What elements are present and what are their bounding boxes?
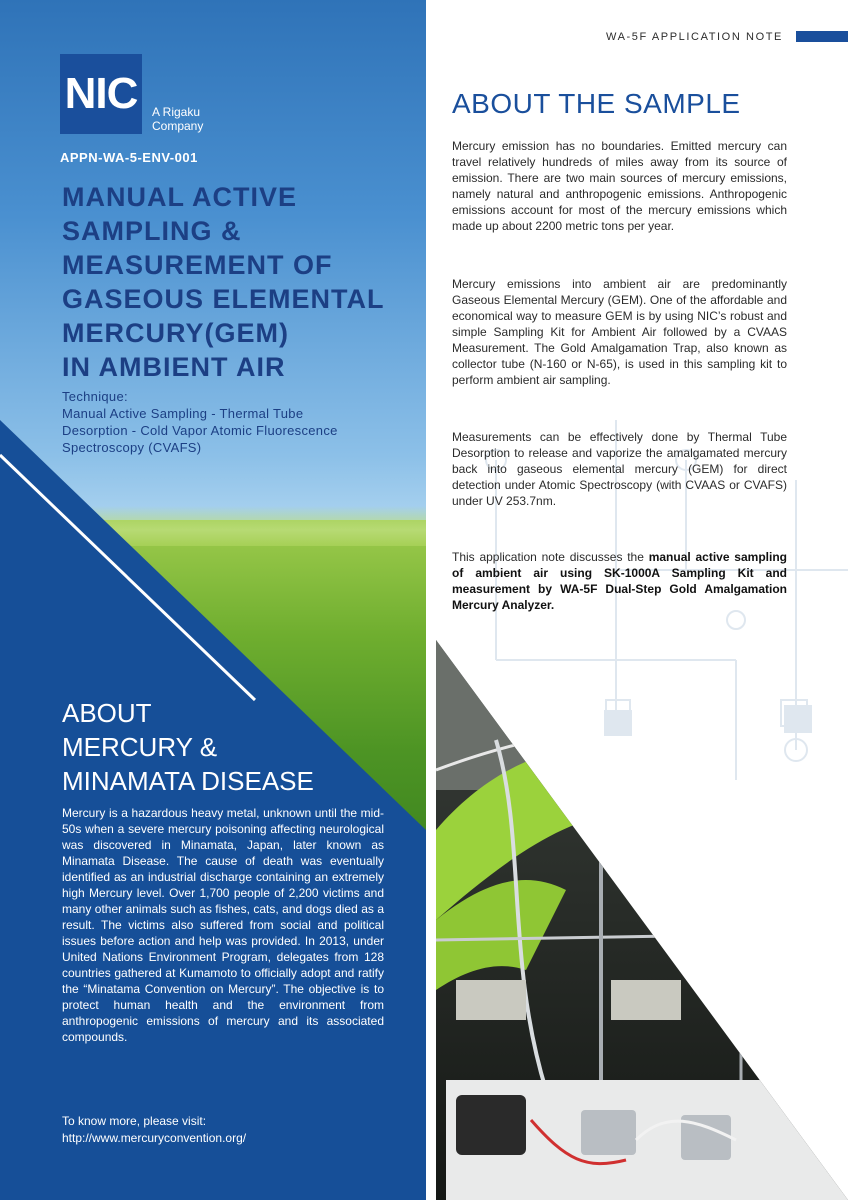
- paragraph-4-intro: This application note discusses the: [452, 550, 649, 564]
- mercury-section-title: [62, 696, 402, 798]
- mercury-section-body: Mercury is a hazardous heavy metal, unknown until the mid-50s when a severe mercury poisoning affecting neurological was discovered in Minamata, Japan, later known as Minamata Disease. The cause of death was eventually identified as an industrial discharge containing an extremely high Mercury level. Over 1,700 people of 2,200 victims and many other animals such as fishes, cats, and dogs died as a result. The victims also suffered from social and political issues before action and help was provided. In 2013, under United Nations Environment Program, delegates from 128 countries gathered at Kumamoto to officially adopt and ratify the “Minatama Convention on Mercury”. The objective is to protect human health and the environment from anthropogenic emissions of mercury and its associated compounds.: [62, 806, 384, 1044]
- sampling-kit-tent-photo: [436, 640, 848, 1200]
- title-line: MANUAL ACTIVE: [62, 182, 297, 212]
- title-line: MEASUREMENT OF: [62, 250, 333, 280]
- document-code: APPN-WA-5-ENV-001: [60, 150, 198, 165]
- header-accent-bar: [796, 31, 848, 42]
- technique-label: Technique:: [62, 389, 128, 404]
- title-line: GASEOUS ELEMENTAL: [62, 284, 385, 314]
- logo-sub-line1: A Rigaku: [152, 105, 201, 119]
- technique-line: Manual Active Sampling - Thermal Tube: [62, 406, 304, 421]
- technique-line: Desorption - Cold Vapor Atomic Fluorescence: [62, 423, 338, 438]
- main-title: [62, 180, 422, 384]
- technique-block: [62, 388, 402, 456]
- section-title-line: MERCURY &: [62, 732, 218, 762]
- nic-logo: [60, 54, 142, 134]
- technique-line: Spectroscopy (CVAFS): [62, 440, 202, 455]
- logo-subtitle: [152, 105, 203, 133]
- section-title-line: MINAMATA DISEASE: [62, 766, 314, 796]
- visit-label: To know more, please visit:: [62, 1114, 207, 1128]
- title-line: SAMPLING &: [62, 216, 242, 246]
- title-line: MERCURY(GEM): [62, 318, 289, 348]
- convention-link[interactable]: http://www.mercuryconvention.org/: [62, 1131, 247, 1145]
- logo-sub-line2: Company: [152, 119, 204, 133]
- sample-paragraph-3: Measurements can be effectively done by Thermal Tube Desorption to release and vaporize the amalgamated mercury back into gaseous elemental mercury (GEM) for direct detection under Atomic Spectroscopy (with CVAAS or CVAFS) under UV 253.7nm.: [452, 430, 787, 508]
- visit-block: [62, 1113, 246, 1147]
- sample-paragraph-4: [452, 549, 787, 613]
- logo-mark: NIC: [64, 69, 138, 118]
- sample-section-title: ABOUT THE SAMPLE: [452, 88, 741, 119]
- title-line: IN AMBIENT AIR: [62, 352, 286, 382]
- sample-paragraph-2: Mercury emissions into ambient air are predominantly Gaseous Elemental Mercury (GEM). One of the affordable and economical way to measure GEM is by using NIC’s robust and simple Sampling Kit for Ambient Air followed by a CVAAS Measurement. The Gold Amalgamation Trap, also known as collector tube (N-160 or N-65), is used in this sampling kit to perform ambient air sampling.: [452, 277, 787, 387]
- paragraph-4-highlight: manual active sampling of ambient air using SK-1000A Sampling Kit and measurement by WA-5F Dual-Step Gold Amalgamation Mercury Analyzer.: [452, 550, 787, 612]
- application-note-label: WA-5F APPLICATION NOTE: [606, 31, 783, 43]
- section-title-line: ABOUT: [62, 698, 152, 728]
- sample-paragraph-1: Mercury emission has no boundaries. Emitted mercury can travel relatively hundreds of miles away from its source of emission. There are two main sources of mercury emissions, namely natural and anthropogenic emissions. Anthropogenic emissions account for most of the mercury emissions which made up about 2200 metric tons per year.: [452, 139, 787, 233]
